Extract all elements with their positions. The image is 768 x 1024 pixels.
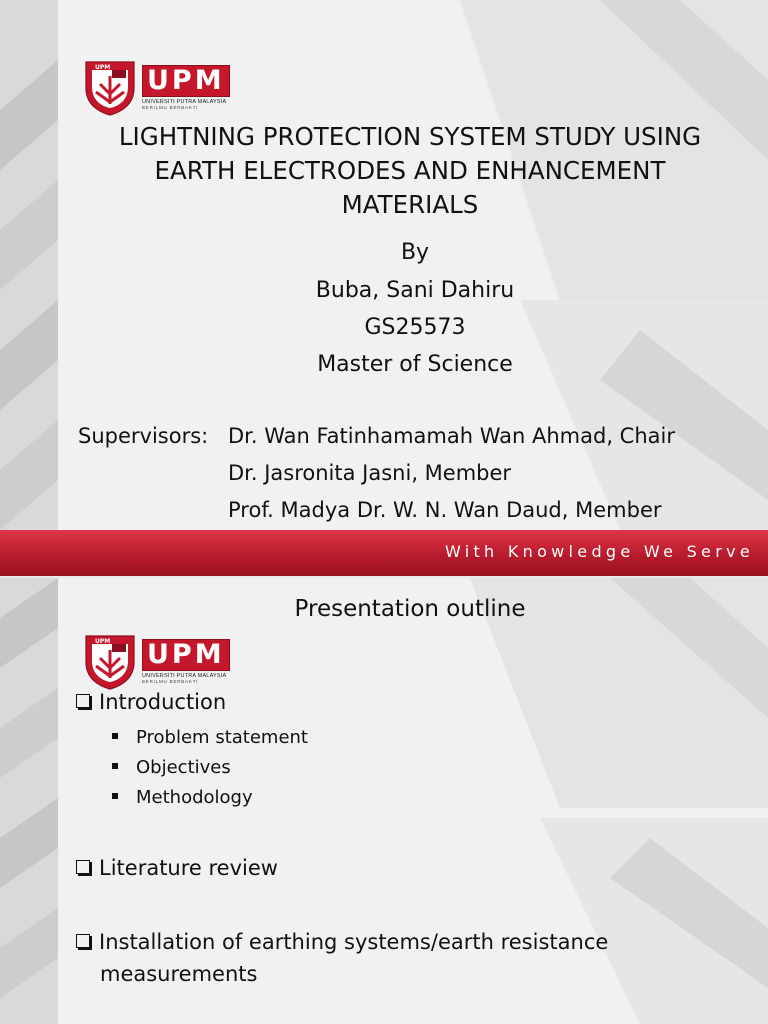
upm-crest-icon	[82, 632, 138, 690]
by-label: By	[400, 240, 430, 265]
upm-logo	[82, 58, 230, 116]
title-line-2: EARTH ELECTRODES AND ENHANCEMENT	[154, 156, 666, 185]
checkbox-square-icon	[76, 860, 90, 874]
logo-tagline: BERILMU BERBAKTI	[142, 678, 199, 684]
outline-item-continuation: measurements	[100, 962, 258, 986]
upm-crest-icon	[82, 58, 138, 116]
supervisor-3: Prof. Madya Dr. W. N. Wan Daud, Member	[228, 498, 662, 522]
square-bullet-icon	[112, 733, 118, 739]
outline-item-introduction: Introduction	[76, 690, 226, 714]
square-bullet-icon	[112, 763, 118, 769]
checkbox-square-icon	[76, 934, 90, 948]
logo-tagline: BERILMU BERBAKTI	[142, 104, 199, 110]
supervisors-label: Supervisors:	[78, 424, 209, 448]
svg-text:UPM: UPM	[95, 64, 111, 71]
student-id: GS25573	[364, 315, 466, 340]
outline-slide	[0, 578, 768, 1024]
author-name: Buba, Sani Dahiru	[315, 278, 515, 303]
supervisor-2: Dr. Jasronita Jasni, Member	[228, 461, 512, 485]
checkbox-square-icon	[76, 694, 90, 708]
outline-item-installation: Installation of earthing systems/earth resistance	[76, 930, 608, 954]
outline-subitem: Objectives	[112, 757, 231, 778]
supervisor-1: Dr. Wan Fatinhamamah Wan Ahmad, Chair	[228, 424, 675, 448]
logo-acronym: UPM	[142, 65, 230, 97]
motto-banner	[0, 530, 768, 576]
upm-logo	[82, 632, 230, 690]
outline-item-literature-review: Literature review	[76, 856, 278, 880]
slide-title: Presentation outline	[294, 596, 526, 622]
title-line-1: LIGHTNING PROTECTION SYSTEM STUDY USING	[118, 122, 702, 151]
motto-text: With Knowledge We Serve	[444, 542, 754, 561]
presentation-title	[70, 120, 750, 222]
square-bullet-icon	[112, 793, 118, 799]
outline-subitem: Methodology	[112, 787, 253, 808]
logo-university-name: UNIVERSITI PUTRA MALAYSIA	[142, 672, 227, 679]
svg-text:UPM: UPM	[95, 638, 111, 645]
title-line-3: MATERIALS	[341, 190, 479, 219]
logo-university-name: UNIVERSITI PUTRA MALAYSIA	[142, 98, 227, 105]
degree: Master of Science	[317, 352, 513, 377]
logo-acronym: UPM	[142, 639, 230, 671]
outline-subitem: Problem statement	[112, 727, 308, 748]
